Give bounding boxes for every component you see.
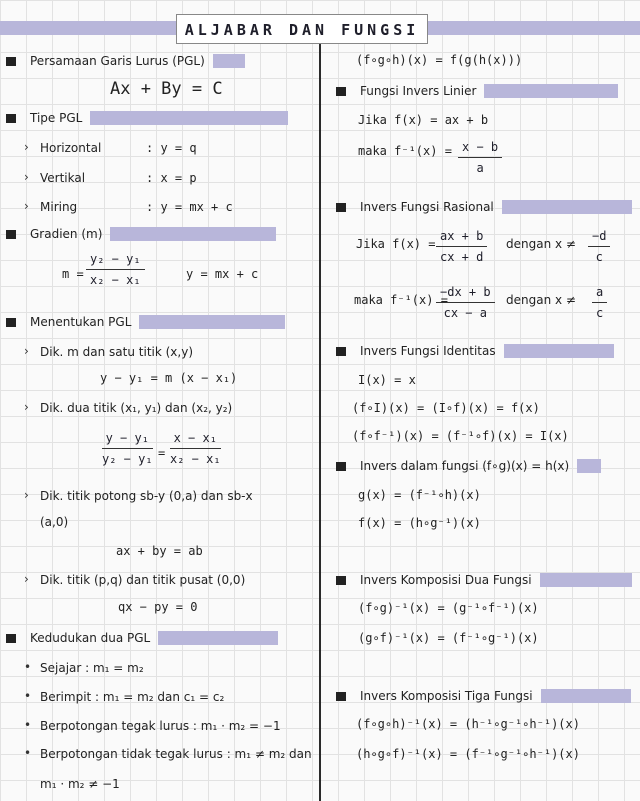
gradien-lhs: m = [62, 267, 84, 281]
section-square-icon [6, 57, 16, 66]
section-square-icon [6, 634, 16, 643]
tipe-label-3: Miring [40, 200, 78, 214]
title-highlight-right [428, 21, 640, 35]
section-title-rasional: Invers Fungsi Rasional [360, 200, 494, 214]
section-square-icon [6, 230, 16, 239]
title-highlight-left [0, 21, 176, 35]
rasional-fraction-1 [436, 228, 487, 265]
section-title-tipe: Tipe PGL [30, 111, 83, 125]
section-square-icon [336, 87, 346, 96]
highlight-bar [484, 84, 618, 98]
kedudukan-item-3: Berpotongan tegak lurus : m₁ · m₂ = −1 [40, 719, 281, 733]
section-linier [336, 81, 618, 101]
pgl-equation: Ax + By = C [110, 79, 223, 99]
case2-denominator-right: x₂ − x₁ [170, 452, 221, 466]
kedudukan-item-2: Berimpit : m₁ = m₂ dan c₁ = c₂ [40, 690, 225, 704]
chevron-right-icon: › [24, 572, 29, 586]
case1-label: Dik. m dan satu titik (x,y) [40, 345, 193, 359]
case2-fraction-right [166, 430, 225, 467]
case3-label: Dik. titik potong sb-y (0,a) dan sb-x [40, 489, 253, 503]
section-menentukan [6, 312, 285, 332]
case2-fraction-left [98, 430, 157, 467]
section-pgl [6, 51, 245, 71]
chevron-right-icon: › [24, 488, 29, 502]
kedudukan-item-4-cont: m₁ · m₂ ≠ −1 [40, 777, 120, 791]
case3-label-cont: (a,0) [40, 515, 69, 529]
komp2-eq-2: (g∘f)⁻¹(x) = (f⁻¹∘g⁻¹)(x) [358, 631, 539, 645]
rasional-numerator-2: −d [588, 228, 610, 247]
section-gradien [6, 224, 276, 244]
gradien-rhs: y = mx + c [186, 267, 259, 281]
tipe-eq-1: : y = q [146, 141, 197, 155]
identitas-eq-1: I(x) = x [358, 373, 416, 387]
rasional-denominator-2: c [595, 250, 603, 264]
rasional-fraction-2 [588, 228, 610, 265]
komp3-eq-1: (f∘g∘h)⁻¹(x) = (h⁻¹∘g⁻¹∘h⁻¹)(x) [356, 717, 580, 731]
section-square-icon [336, 692, 346, 701]
section-rasional [336, 197, 632, 217]
rasional-numerator-4: a [592, 284, 607, 303]
highlight-bar [110, 227, 276, 241]
case4-equation: qx − py = 0 [118, 600, 198, 614]
section-square-icon [6, 114, 16, 123]
section-title-linier: Fungsi Invers Linier [360, 84, 477, 98]
case2-equals: = [158, 446, 166, 460]
section-square-icon [336, 203, 346, 212]
section-komp3 [336, 686, 631, 706]
bullet-dot-icon: • [24, 689, 32, 703]
gradien-denominator: x₂ − x₁ [90, 273, 141, 287]
highlight-bar [577, 459, 601, 473]
section-title-komp2: Invers Komposisi Dua Fungsi [360, 573, 532, 587]
rasional-denominator-4: c [596, 306, 604, 320]
case3-equation: ax + by = ab [116, 544, 203, 558]
gradien-fraction [86, 251, 145, 288]
komp3-eq-2: (h∘g∘f)⁻¹(x) = (f⁻¹∘g⁻¹∘h⁻¹)(x) [356, 747, 580, 761]
komp2-eq-1: (f∘g)⁻¹(x) = (g⁻¹∘f⁻¹)(x) [358, 601, 539, 615]
chevron-right-icon: › [24, 199, 29, 213]
rasional-numerator-1: ax + b [436, 228, 487, 247]
bullet-dot-icon: • [24, 718, 32, 732]
section-kedudukan [6, 628, 278, 648]
section-square-icon [336, 347, 346, 356]
tipe-label-2: Vertikal [40, 171, 86, 185]
section-square-icon [336, 462, 346, 471]
dalam-eq-2: f(x) = (h∘g⁻¹)(x) [358, 516, 481, 530]
page-title: ALJABAR DAN FUNGSI [176, 14, 428, 44]
case2-label: Dik. dua titik (x₁, y₁) dan (x₂, y₂) [40, 401, 233, 415]
case1-equation: y − y₁ = m (x − x₁) [100, 371, 238, 385]
rasional-denominator-1: cx + d [440, 250, 484, 264]
gradien-numerator: y₂ − y₁ [86, 251, 145, 270]
section-komp2 [336, 570, 632, 590]
section-square-icon [6, 318, 16, 327]
section-title-kedudukan: Kedudukan dua PGL [30, 631, 151, 645]
case2-numerator-right: x − x₁ [170, 430, 221, 449]
section-title-komp3: Invers Komposisi Tiga Fungsi [360, 689, 533, 703]
rasional-fraction-4 [592, 284, 607, 321]
rasional-numerator-3: −dx + b [436, 284, 495, 303]
highlight-bar [540, 573, 632, 587]
section-title-gradien: Gradien (m) [30, 227, 103, 241]
tipe-eq-2: : x = p [146, 171, 197, 185]
linier-jika: Jika f(x) = ax + b [358, 113, 489, 127]
composition-equation: (f∘g∘h)(x) = f(g(h(x))) [356, 53, 523, 67]
chevron-right-icon: › [24, 170, 29, 184]
kedudukan-item-4: Berpotongan tidak tegak lurus : m₁ ≠ m₂ dan [40, 747, 312, 761]
kedudukan-item-1: Sejajar : m₁ = m₂ [40, 661, 144, 675]
rasional-dengan: dengan x ≠ [506, 237, 576, 251]
highlight-bar [90, 111, 288, 125]
dalam-eq-1: g(x) = (f⁻¹∘h)(x) [358, 488, 481, 502]
section-title-menentukan: Menentukan PGL [30, 315, 132, 329]
chevron-right-icon: › [24, 344, 29, 358]
case4-label: Dik. titik (p,q) dan titik pusat (0,0) [40, 573, 246, 587]
highlight-bar [502, 200, 632, 214]
section-identitas [336, 341, 614, 361]
section-title-dalam: Invers dalam fungsi (f∘g)(x) = h(x) [360, 459, 570, 473]
chevron-right-icon: › [24, 400, 29, 414]
highlight-bar [139, 315, 285, 329]
rasional-dengan-2: dengan x ≠ [506, 293, 576, 307]
linier-numerator: x − b [458, 139, 502, 158]
highlight-bar [541, 689, 631, 703]
tipe-label-1: Horizontal [40, 141, 102, 155]
section-dalam [336, 456, 601, 476]
case2-denominator-left: y₂ − y₁ [102, 452, 153, 466]
highlight-bar [504, 344, 614, 358]
rasional-denominator-3: cx − a [443, 306, 487, 320]
section-tipe [6, 108, 288, 128]
tipe-eq-3: : y = mx + c [146, 200, 233, 214]
column-divider [319, 44, 321, 801]
section-square-icon [336, 576, 346, 585]
rasional-maka: maka f⁻¹(x) = [354, 293, 448, 307]
highlight-bar [158, 631, 278, 645]
section-title-identitas: Invers Fungsi Identitas [360, 344, 496, 358]
identitas-eq-2: (f∘I)(x) = (I∘f)(x) = f(x) [352, 401, 540, 415]
highlight-bar [213, 54, 245, 68]
linier-maka: maka f⁻¹(x) = [358, 144, 452, 158]
linier-fraction [458, 139, 502, 176]
case2-numerator-left: y − y₁ [102, 430, 153, 449]
linier-denominator: a [476, 161, 484, 175]
bullet-dot-icon: • [24, 746, 32, 760]
identitas-eq-3: (f∘f⁻¹)(x) = (f⁻¹∘f)(x) = I(x) [352, 429, 569, 443]
section-title-pgl: Persamaan Garis Lurus (PGL) [30, 54, 205, 68]
rasional-jika: Jika f(x) = [356, 237, 436, 251]
rasional-fraction-3 [436, 284, 495, 321]
chevron-right-icon: › [24, 140, 29, 154]
bullet-dot-icon: • [24, 660, 32, 674]
